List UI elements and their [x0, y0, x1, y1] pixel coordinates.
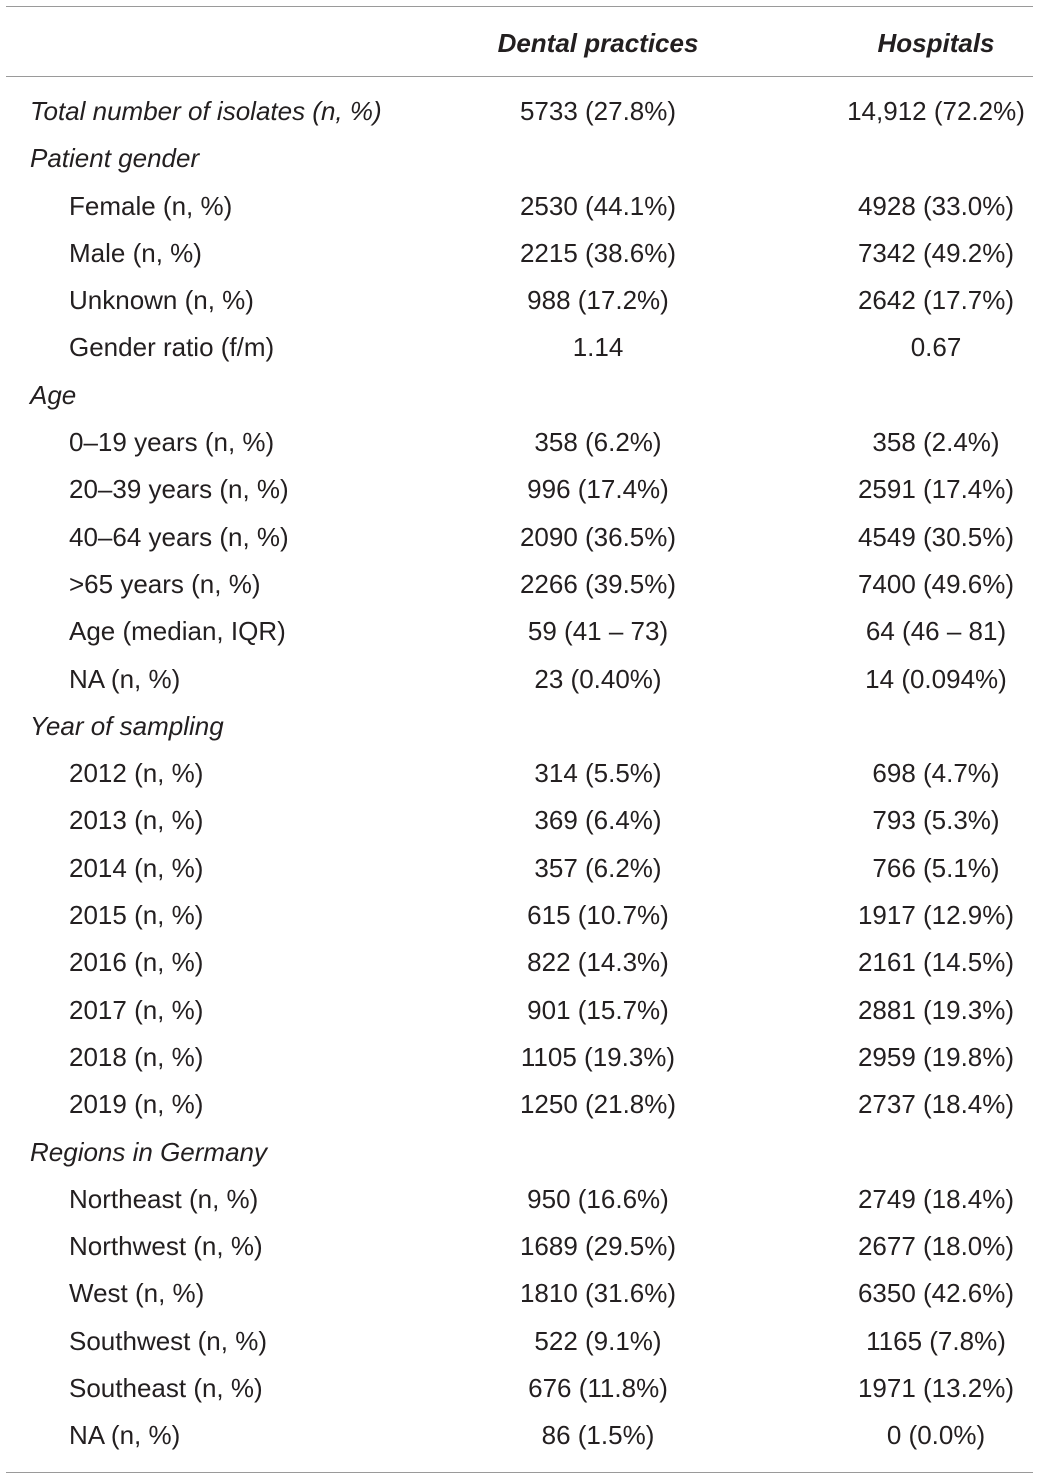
hospitals-value: 2881 (19.3%) — [857, 994, 1015, 1025]
row-label: NA (n, %) — [69, 663, 181, 694]
hospitals-value: 2642 (17.7%) — [857, 285, 1015, 316]
table-row — [0, 514, 1039, 561]
row-label: 40–64 years (n, %) — [69, 521, 289, 552]
dental-value: 1689 (29.5%) — [519, 1231, 677, 1262]
hospitals-value: 0 (0.0%) — [886, 1420, 986, 1451]
section-heading-patient-gender — [0, 135, 1039, 182]
table-row — [0, 1176, 1039, 1223]
column-header-dental-practices: Dental practices — [497, 28, 699, 58]
hospitals-value: 14,912 (72.2%) — [847, 96, 1025, 126]
hospitals-value: 4928 (33.0%) — [857, 190, 1015, 221]
row-label: 20–39 years (n, %) — [69, 474, 289, 505]
section-label: Age — [30, 379, 77, 410]
hospitals-value: 4549 (30.5%) — [857, 521, 1015, 552]
row-label: 2016 (n, %) — [69, 947, 204, 978]
table-row — [0, 1223, 1039, 1270]
table-row — [0, 750, 1039, 797]
row-label: West (n, %) — [69, 1278, 205, 1309]
hospitals-value: 7342 (49.2%) — [857, 237, 1015, 268]
table-row — [0, 1034, 1039, 1081]
dental-value: 314 (5.5%) — [534, 758, 662, 789]
hospitals-value: 2737 (18.4%) — [857, 1089, 1015, 1120]
section-label: Year of sampling — [30, 710, 224, 741]
dental-value: 357 (6.2%) — [534, 852, 662, 883]
table-row — [0, 1081, 1039, 1128]
dental-value: 2215 (38.6%) — [519, 237, 677, 268]
dental-value: 1.14 — [572, 332, 624, 363]
dental-value: 369 (6.4%) — [534, 805, 662, 836]
table-row — [0, 1270, 1039, 1317]
hospitals-value: 14 (0.094%) — [865, 663, 1007, 694]
hospitals-value: 1165 (7.8%) — [866, 1325, 1006, 1356]
table-row — [0, 797, 1039, 844]
row-label: Northeast (n, %) — [69, 1183, 259, 1214]
table-row — [0, 561, 1039, 608]
header-rule — [6, 76, 1033, 77]
hospitals-value: 698 (4.7%) — [872, 758, 1000, 789]
hospitals-value: 793 (5.3%) — [872, 805, 1000, 836]
table-row — [0, 939, 1039, 986]
dental-value: 1810 (31.6%) — [519, 1278, 677, 1309]
dental-value: 1250 (21.8%) — [519, 1089, 677, 1120]
table-header — [0, 6, 1039, 76]
column-header-hospitals: Hospitals — [877, 28, 995, 58]
table-row — [0, 230, 1039, 277]
dental-value: 2266 (39.5%) — [519, 568, 677, 599]
dental-value: 522 (9.1%) — [534, 1325, 662, 1356]
row-label: >65 years (n, %) — [69, 568, 261, 599]
row-label: Female (n, %) — [69, 190, 233, 221]
row-label: 0–19 years (n, %) — [69, 427, 275, 458]
hospitals-value: 766 (5.1%) — [872, 852, 1000, 883]
dental-value: 358 (6.2%) — [534, 427, 662, 458]
row-label: 2013 (n, %) — [69, 805, 204, 836]
section-label: Regions in Germany — [30, 1136, 267, 1167]
row-label: Total number of isolates (n, %) — [30, 96, 382, 126]
row-label: Southwest (n, %) — [69, 1325, 267, 1356]
dental-value: 1105 (19.3%) — [520, 1041, 676, 1072]
table-row — [0, 987, 1039, 1034]
row-label: 2012 (n, %) — [69, 758, 204, 789]
dental-value: 901 (15.7%) — [527, 994, 669, 1025]
table-row — [0, 466, 1039, 513]
row-label: Age (median, IQR) — [69, 616, 286, 647]
section-heading-year-of-sampling — [0, 703, 1039, 750]
hospitals-value: 2161 (14.5%) — [857, 947, 1015, 978]
dental-value: 5733 (27.8%) — [519, 96, 677, 126]
table-row — [0, 608, 1039, 655]
dental-value: 615 (10.7%) — [527, 900, 669, 931]
row-label: 2014 (n, %) — [69, 852, 204, 883]
dental-value: 822 (14.3%) — [527, 947, 669, 978]
table-row — [0, 1318, 1039, 1365]
section-heading-age — [0, 372, 1039, 419]
row-label: Male (n, %) — [69, 237, 202, 268]
table-row — [0, 1365, 1039, 1412]
dental-value: 59 (41 – 73) — [527, 616, 669, 647]
row-label: Gender ratio (f/m) — [69, 332, 275, 363]
section-label: Patient gender — [30, 143, 200, 174]
table-body — [0, 88, 1039, 1460]
hospitals-value: 2591 (17.4%) — [857, 474, 1015, 505]
table-row — [0, 845, 1039, 892]
bottom-rule — [6, 1472, 1033, 1473]
table-row — [0, 656, 1039, 703]
table-row — [0, 419, 1039, 466]
dental-value: 950 (16.6%) — [527, 1183, 669, 1214]
hospitals-value: 1971 (13.2%) — [857, 1373, 1015, 1404]
hospitals-value: 358 (2.4%) — [872, 427, 1000, 458]
hospitals-value: 7400 (49.6%) — [857, 568, 1015, 599]
dental-value: 2090 (36.5%) — [519, 521, 677, 552]
table-row — [0, 277, 1039, 324]
hospitals-value: 2959 (19.8%) — [857, 1041, 1015, 1072]
row-label: Northwest (n, %) — [69, 1231, 263, 1262]
dental-value: 23 (0.40%) — [534, 663, 662, 694]
hospitals-value: 64 (46 – 81) — [865, 616, 1007, 647]
hospitals-value: 0.67 — [910, 332, 962, 363]
row-label: 2019 (n, %) — [69, 1089, 204, 1120]
table-row — [0, 1412, 1039, 1459]
row-label: Unknown (n, %) — [69, 285, 254, 316]
section-heading-regions-in-germany — [0, 1129, 1039, 1176]
hospitals-value: 6350 (42.6%) — [857, 1278, 1015, 1309]
hospitals-value: 2677 (18.0%) — [857, 1231, 1015, 1262]
row-label: 2015 (n, %) — [69, 900, 204, 931]
row-label: 2018 (n, %) — [69, 1041, 204, 1072]
table-row — [0, 324, 1039, 371]
hospitals-value: 2749 (18.4%) — [857, 1183, 1015, 1214]
row-label: 2017 (n, %) — [69, 994, 204, 1025]
table-row — [0, 892, 1039, 939]
table-row — [0, 183, 1039, 230]
hospitals-value: 1917 (12.9%) — [857, 900, 1015, 931]
dental-value: 86 (1.5%) — [541, 1420, 655, 1451]
dental-value: 996 (17.4%) — [527, 474, 669, 505]
dental-value: 2530 (44.1%) — [519, 190, 677, 221]
row-label: NA (n, %) — [69, 1420, 181, 1451]
table-row-total-isolates — [0, 88, 1039, 135]
dental-value: 676 (11.8%) — [528, 1373, 668, 1404]
row-label: Southeast (n, %) — [69, 1373, 263, 1404]
dental-value: 988 (17.2%) — [527, 285, 669, 316]
